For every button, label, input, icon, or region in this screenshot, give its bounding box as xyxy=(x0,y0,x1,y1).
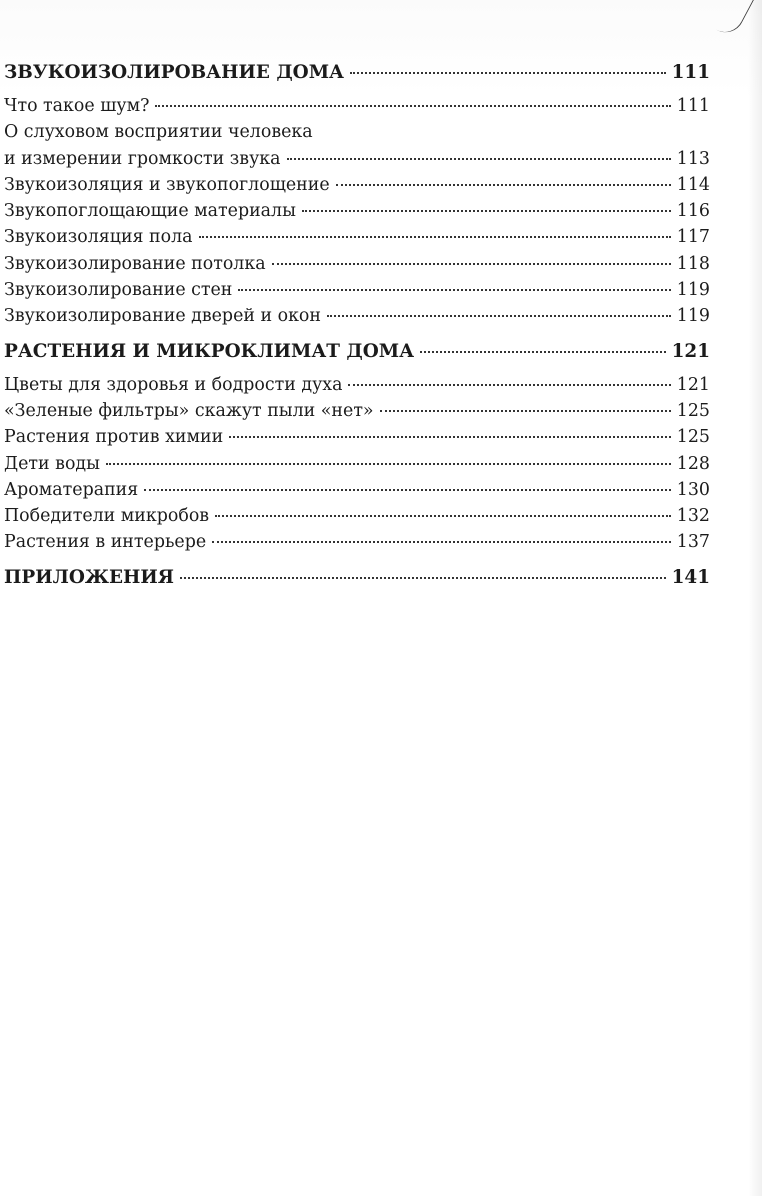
dot-leader xyxy=(348,384,670,386)
toc-entry[interactable] xyxy=(4,122,710,175)
toc-section-appendices[interactable] xyxy=(4,563,710,601)
section-page-number: 111 xyxy=(671,62,710,83)
toc-entry[interactable] xyxy=(4,401,710,427)
section-title: ЗВУКОИЗОЛИРОВАНИЕ ДОМА xyxy=(4,62,345,83)
dot-leader xyxy=(272,263,671,265)
entry-title: Звукопоглощающие материалы xyxy=(4,201,296,222)
toc-entry[interactable] xyxy=(4,427,710,453)
entry-page-number: 119 xyxy=(676,280,710,301)
dot-leader xyxy=(327,315,671,317)
toc-section-soundproofing[interactable] xyxy=(4,62,710,96)
section-page-number: 121 xyxy=(671,340,710,362)
entry-page-number: 118 xyxy=(676,253,710,274)
entry-title: Цветы для здоровья и бодрости духа xyxy=(4,374,343,395)
dot-leader xyxy=(155,105,670,107)
entry-page-number: 114 xyxy=(676,174,710,195)
entry-page-number: 130 xyxy=(676,479,710,500)
dot-leader xyxy=(380,410,671,412)
dot-leader xyxy=(212,541,671,543)
entry-title: Растения против химии xyxy=(4,427,224,448)
dot-leader xyxy=(420,351,666,353)
toc-entry[interactable] xyxy=(4,227,710,253)
entry-title: Что такое шум? xyxy=(4,96,150,116)
toc-entry[interactable] xyxy=(4,454,710,480)
section-title: ПРИЛОЖЕНИЯ xyxy=(4,566,174,588)
toc-entry[interactable] xyxy=(4,280,710,306)
dot-leader xyxy=(229,436,671,438)
entry-page-number: 113 xyxy=(676,148,710,169)
entry-title-line1: О слуховом восприятии человека xyxy=(4,122,313,143)
toc-entry[interactable] xyxy=(4,254,710,280)
entry-title-line2: и измерении громкости звука xyxy=(4,148,281,169)
entry-title: Звукоизоляция пола xyxy=(4,227,193,248)
toc-entry[interactable] xyxy=(4,375,710,401)
entry-title: Дети воды xyxy=(4,453,100,474)
entry-page-number: 125 xyxy=(676,400,710,421)
dot-leader xyxy=(180,577,666,579)
entry-title: «Зеленые фильтры» скажут пыли «нет» xyxy=(4,400,374,421)
entry-page-number: 137 xyxy=(676,532,710,553)
toc-entry[interactable] xyxy=(4,506,710,532)
entry-page-number: 121 xyxy=(676,374,710,395)
entry-title: Ароматерапия xyxy=(4,479,139,500)
dot-leader xyxy=(215,515,671,517)
section-title: РАСТЕНИЯ И МИКРОКЛИМАТ ДОМА xyxy=(4,340,415,362)
toc-section-plants[interactable] xyxy=(4,337,710,375)
dot-leader xyxy=(336,184,671,186)
dot-leader xyxy=(302,210,671,212)
toc-entry[interactable] xyxy=(4,532,710,558)
entry-page-number: 111 xyxy=(676,96,710,116)
entry-page-number: 128 xyxy=(676,453,710,474)
entry-page-number: 116 xyxy=(676,201,710,222)
page-edge-shadow xyxy=(748,0,762,1196)
toc-entry[interactable] xyxy=(4,480,710,506)
toc-entry[interactable] xyxy=(4,201,710,227)
section-page-number: 141 xyxy=(671,566,710,588)
dot-leader xyxy=(350,72,666,74)
dot-leader xyxy=(287,158,671,160)
toc-entry[interactable] xyxy=(4,306,710,332)
entry-title: Растения в интерьере xyxy=(4,532,207,553)
entry-title: Звукоизолирование потолка xyxy=(4,253,266,274)
entry-page-number: 125 xyxy=(676,427,710,448)
entry-title: Звукоизолирование дверей и окон xyxy=(4,306,321,327)
entry-title: Звукоизолирование стен xyxy=(4,280,233,301)
dot-leader xyxy=(199,236,671,238)
dot-leader xyxy=(238,289,670,291)
table-of-contents xyxy=(4,62,710,601)
dot-leader xyxy=(106,463,671,465)
entry-title: Звукоизоляция и звукопоглощение xyxy=(4,174,330,195)
entry-page-number: 132 xyxy=(676,506,710,527)
entry-page-number: 119 xyxy=(676,306,710,327)
entry-title: Победители микробов xyxy=(4,506,210,527)
entry-page-number: 117 xyxy=(676,227,710,248)
toc-entry[interactable] xyxy=(4,175,710,201)
toc-entry[interactable] xyxy=(4,96,710,122)
dot-leader xyxy=(144,489,671,491)
